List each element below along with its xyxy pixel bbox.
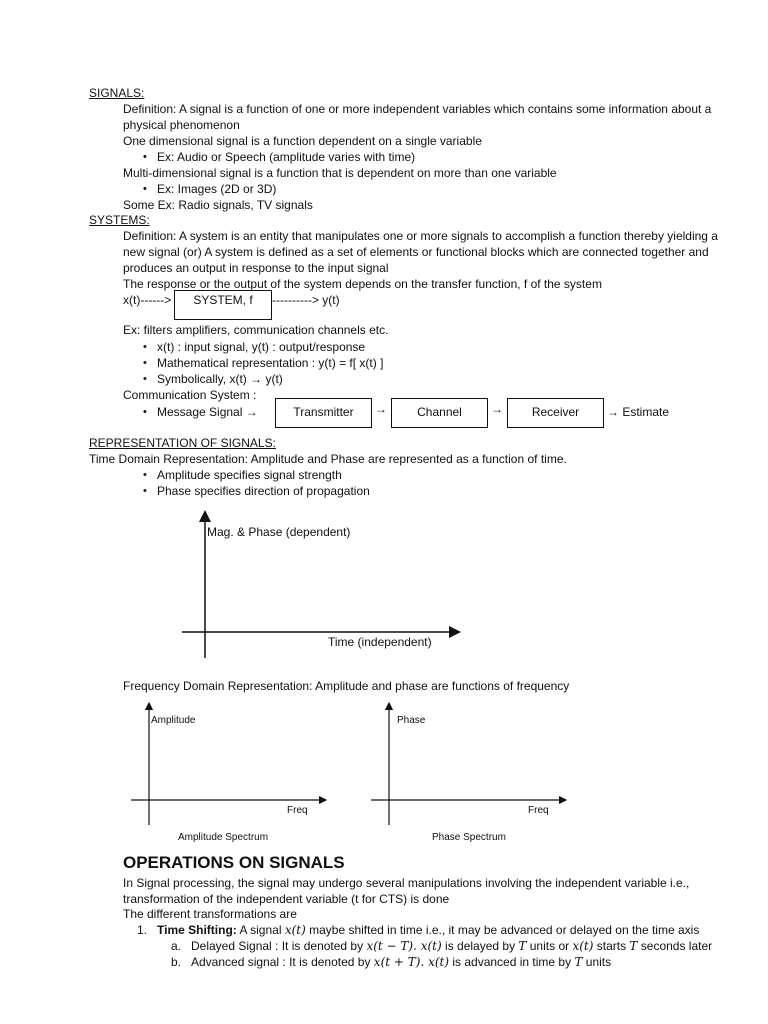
item-1-text-a: A signal <box>236 923 285 937</box>
representation-heading: REPRESENTATION OF SIGNALS: <box>89 436 276 450</box>
some-examples: Some Ex: Radio signals, TV signals <box>123 198 313 212</box>
delayed-text-2: is delayed by <box>441 939 519 953</box>
delayed-math-2: T <box>518 939 527 953</box>
multi-dim-signal: Multi-dimensional signal is a function that is dependent on more than one variable <box>123 166 557 180</box>
comm-estimate: → Estimate <box>607 405 670 419</box>
item-1-number: 1. <box>137 923 148 937</box>
time-xlabel: Time (independent) <box>328 635 432 649</box>
amplitude-spectrum-axes <box>125 700 335 850</box>
advanced-text-1: Advanced signal : It is denoted by <box>191 955 374 969</box>
delayed-text-3: units or <box>526 939 573 953</box>
operations-heading: OPERATIONS ON SIGNALS <box>123 853 345 872</box>
phase-ylabel: Phase <box>397 715 426 726</box>
advanced-math-1: x(t + T). x(t) <box>373 955 450 969</box>
operations-intro-2: transformation of the independent variable (t for CTS) is done <box>123 892 450 906</box>
sub-a-label: a. <box>171 939 182 953</box>
delayed-math-4: T <box>629 939 638 953</box>
system-examples: Ex: filters amplifiers, communication channels etc. <box>123 323 389 337</box>
comm-system-title: Communication System : <box>123 388 257 402</box>
item-1-text-b: maybe shifted in time i.e., it may be advanced or delayed on the time axis <box>305 923 700 937</box>
delayed-text-1: Delayed Signal : It is denoted by <box>191 939 367 953</box>
advanced-text-3: units <box>582 955 612 969</box>
system-definition-2: new signal (or) A system is defined as a set of elements or functional blocks which are connected together and <box>123 245 709 259</box>
bullet-phase: • Phase specifies direction of propagation <box>157 484 370 499</box>
one-dim-signal: One dimensional signal is a function dependent on a single variable <box>123 134 482 148</box>
freq-domain-text: Frequency Domain Representation: Amplitude and phase are functions of frequency <box>123 679 570 693</box>
delayed-math-3: x(t) <box>572 939 594 953</box>
transformations-intro: The different transformations are <box>123 907 297 921</box>
signal-definition: Definition: A signal is a function of one or more independent variables which contains some information about a <box>123 102 712 116</box>
amp-ylabel: Amplitude <box>151 715 196 726</box>
flow-input: x(t)------> <box>123 293 172 307</box>
bullet-symbolic: • Symbolically, x(t) → y(t) <box>157 372 283 387</box>
item-1-math: x(t) <box>284 923 306 937</box>
transmitter-label: Transmitter <box>293 405 354 419</box>
receiver-block <box>507 398 604 428</box>
one-dim-example: • Ex: Audio or Speech (amplitude varies with time) <box>157 150 415 165</box>
system-definition-1: Definition: A system is an entity that manipulates one or more signals to accomplish a function thereby yielding a <box>123 229 718 243</box>
system-response: The response or the output of the system depends on the transfer function, f of the system <box>123 277 602 291</box>
bullet-io: • x(t) : input signal, y(t) : output/response <box>157 340 365 355</box>
channel-block <box>391 398 488 428</box>
amp-caption: Amplitude Spectrum <box>178 832 269 843</box>
delayed-text-5: seconds later <box>637 939 713 953</box>
arrow-2: → <box>491 402 503 416</box>
system-box-label: SYSTEM, f <box>193 293 253 307</box>
system-box <box>174 290 272 320</box>
flow-output: ----------> y(t) <box>272 293 340 307</box>
time-domain-axes <box>170 508 470 668</box>
systems-heading: SYSTEMS: <box>89 213 150 227</box>
delayed-math-1: x(t − T). x(t) <box>366 939 442 953</box>
time-ylabel: Mag. & Phase (dependent) <box>207 525 351 539</box>
item-1-line <box>157 923 699 938</box>
receiver-label: Receiver <box>531 405 580 419</box>
phase-xlabel: Freq <box>528 805 549 816</box>
multi-dim-example: • Ex: Images (2D or 3D) <box>157 182 276 197</box>
advanced-signal-line <box>191 955 611 970</box>
signal-definition-cont: physical phenomenon <box>123 118 240 132</box>
time-shifting-title: Time Shifting: <box>157 923 237 937</box>
delayed-signal-line <box>191 939 712 954</box>
operations-intro-1: In Signal processing, the signal may undergo several manipulations involving the independent variable i.e., <box>123 876 690 890</box>
advanced-text-2: is advanced in time by <box>449 955 575 969</box>
channel-label: Channel <box>417 405 462 419</box>
transmitter-block <box>275 398 372 428</box>
bullet-math: • Mathematical representation : y(t) = f[ x(t) ] <box>157 356 383 371</box>
bullet-amplitude: • Amplitude specifies signal strength <box>157 468 342 483</box>
arrow-1: → <box>375 402 387 416</box>
phase-spectrum-axes <box>365 700 575 850</box>
system-definition-3: produces an output in response to the input signal <box>123 261 389 275</box>
comm-message-signal: • Message Signal → <box>157 405 258 420</box>
sub-b-label: b. <box>171 955 182 969</box>
phase-caption: Phase Spectrum <box>432 832 506 843</box>
time-domain-text: Time Domain Representation: Amplitude and Phase are represented as a function of time. <box>89 452 567 466</box>
delayed-text-4: starts <box>593 939 630 953</box>
advanced-math-2: T <box>574 955 583 969</box>
amp-xlabel: Freq <box>287 805 308 816</box>
signals-heading: SIGNALS: <box>89 86 145 100</box>
